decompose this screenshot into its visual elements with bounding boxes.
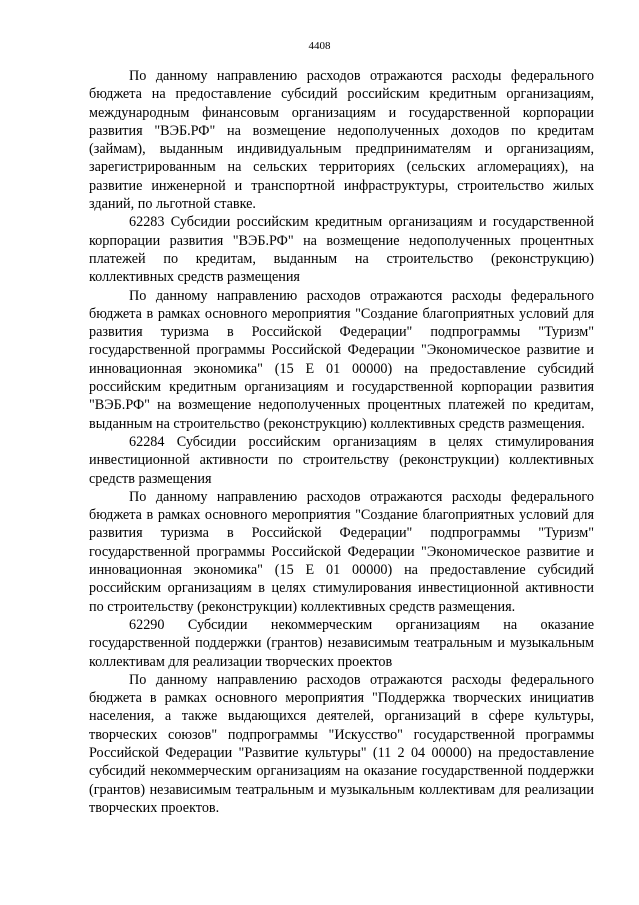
paragraph-expense-description-62284: По данному направлению расходов отражаются расходы федерального бюджета в рамках основного мероприятия "Создание благоприятных условий для развития туризма в Российской Федерации" подпрограммы "Туризм" государственной программы Российской Федерации "Экономическое развитие и инновационная экономика" (15 Е 01 00000) на предоставление субсидий российским организациям в целях стимулирования инвестиционной активности по строительству (реконструкции) коллективных средств размещения. [89, 488, 594, 615]
page-number: 4408 [308, 40, 331, 52]
paragraph-expense-description-rural: По данному направлению расходов отражаются расходы федерального бюджета на предоставление субсидий российским кредитным организациям, международным финансовым организациям и государственной корпорации развития "ВЭБ.РФ" на возмещение недополученных доходов по кредитам (займам), выданным индивидуальным предпринимателям и организациям, зарегистрированным на сельских территориях (сельских агломерациях), на развитие инженерной и транспортной инфраструктуры, строительство жилых зданий, по льготной ставке. [89, 68, 594, 213]
paragraph-heading-62283: 62283 Субсидии российским кредитным организациям и государственной корпорации развития "ВЭБ.РФ" на возмещение недополученных процентных платежей по кредитам, выданным на строительство (реконструкцию) коллективных средств размещения [89, 214, 594, 286]
paragraph-expense-description-62290: По данному направлению расходов отражаются расходы федерального бюджета в рамках основного мероприятия "Поддержка творческих инициатив населения, а также выдающихся деятелей, организаций в сфере культуры, творческих союзов" подпрограммы "Искусство" государственной программы Российской Федерации "Развитие культуры" (11 2 04 00000) на предоставление субсидий некоммерческим организациям на оказание государственной поддержки (грантов) независимым театральным и музыкальным коллективам для реализации творческих проектов. [89, 671, 594, 816]
paragraph-heading-62284: 62284 Субсидии российским организациям в целях стимулирования инвестиционной активности по строительству (реконструкции) коллективных средств размещения [89, 433, 594, 487]
document-body [89, 67, 594, 817]
paragraph-expense-description-62283: По данному направлению расходов отражаются расходы федерального бюджета в рамках основного мероприятия "Создание благоприятных условий для развития туризма в Российской Федерации" подпрограммы "Туризм" государственной программы Российской Федерации "Экономическое развитие и инновационная экономика" (15 Е 01 00000) на предоставление субсидий российским кредитным организациям и государственной корпорации развития "ВЭБ.РФ" на возмещение недополученных процентных платежей по кредитам, выданным на строительство (реконструкцию) коллективных средств размещения. [89, 287, 594, 432]
paragraph-heading-62290: 62290 Субсидии некоммерческим организациям на оказание государственной поддержки (грантов) независимым театральным и музыкальным коллективам для реализации творческих проектов [89, 616, 594, 670]
